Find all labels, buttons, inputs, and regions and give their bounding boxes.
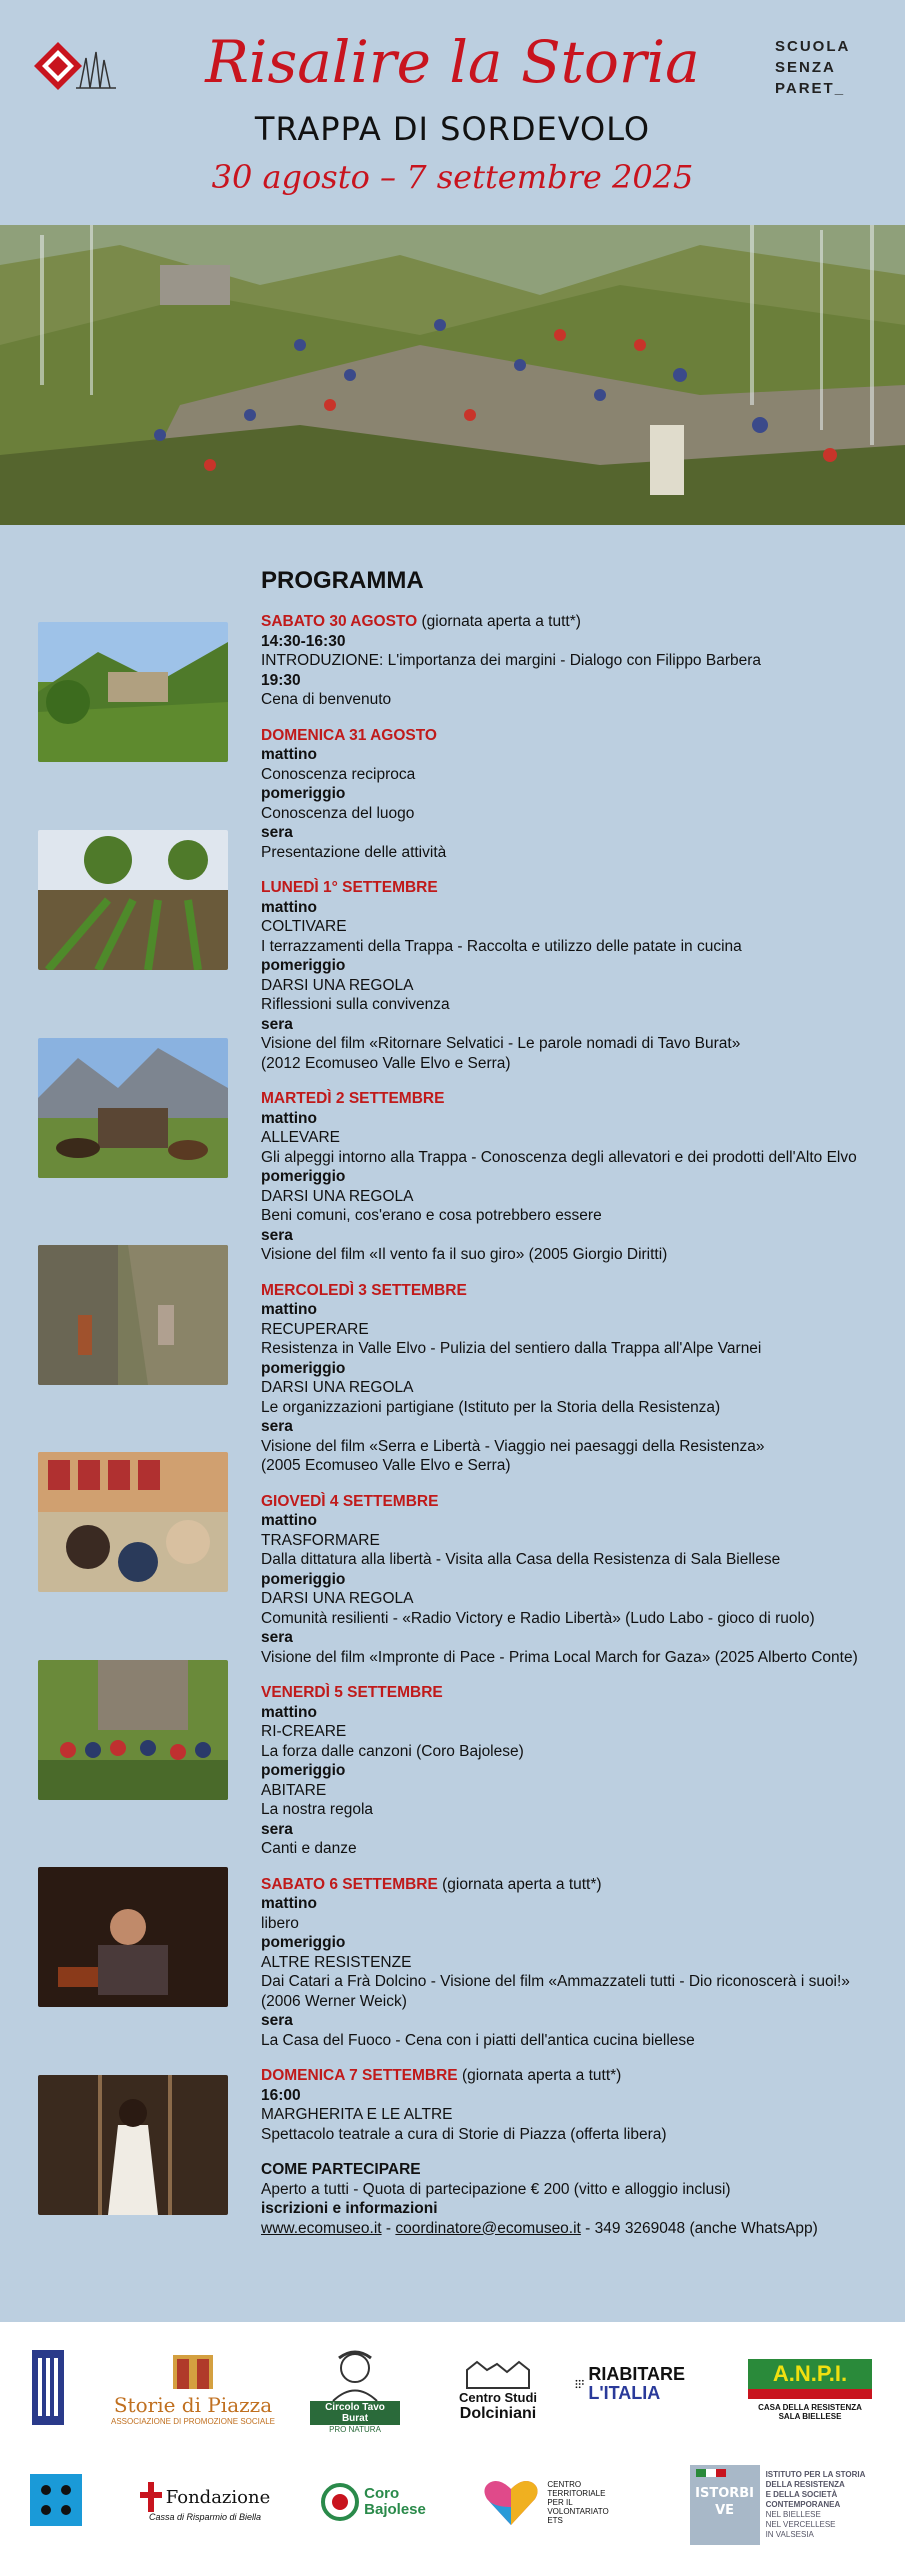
day-heading: LUNEDÌ 1° SETTEMBRE (261, 879, 438, 896)
time-label: sera (261, 824, 293, 841)
activity: DARSI UNA REGOLA (261, 1187, 414, 1205)
thumb-stone-path (38, 1245, 228, 1385)
time-label: pomeriggio (261, 957, 346, 974)
activity: COLTIVARE (261, 918, 347, 935)
day-heading: DOMENICA 31 AGOSTO (261, 726, 437, 744)
activity: Visione del film «Serra e Libertà - Viaggio nei paesaggi della Resistenza» (261, 1437, 765, 1455)
activity: Gli alpeggi intorno alla Trappa - Conoscenza degli allevatori e dei prodotti dell'Alto Elvo (261, 1148, 857, 1166)
storie-di-piazza-logo (108, 2344, 278, 2434)
anpi-flag-stripe (748, 2389, 872, 2399)
contact-line (261, 2219, 891, 2239)
flag-white (706, 2469, 716, 2477)
thumb-potato-field (38, 830, 228, 970)
time-label: mattino (261, 746, 317, 763)
csv-ets-logo (465, 2474, 625, 2530)
theatre-curtain-icon (163, 2353, 223, 2393)
activity: Visione del film «Ritornare Selvatici - Le parole nomadi di Tavo Burat» (261, 1035, 741, 1052)
istoreto-line: IN VALSESIA (765, 2530, 814, 2539)
day-mercoledi-3-settembre (261, 1281, 891, 1476)
activity: Cena di benvenuto (261, 691, 392, 708)
day-sabato-30-agosto (261, 612, 891, 710)
activity: ABITARE (261, 1781, 327, 1799)
activity: Conoscenza reciproca (261, 765, 416, 783)
day-giovedi-4-settembre (261, 1492, 891, 1668)
day-heading: MERCOLEDÌ 3 SETTEMBRE (261, 1281, 467, 1299)
dolciniani-name: Dolciniani (459, 2404, 537, 2422)
activity: RI-CREARE (261, 1723, 347, 1740)
istoreto-line: NEL VERCELLESE (765, 2520, 836, 2529)
istoreto-line: DELLA RESISTENZA (765, 2480, 845, 2489)
istorbive-letters: ISTORBIVE (695, 2486, 754, 2518)
day-heading: VENERDÌ 5 SETTEMBRE (261, 1684, 443, 1701)
logo-line: PARET_ (775, 80, 846, 97)
activity: Dalla dittatura alla libertà - Visita alla Casa della Resistenza di Sala Biellese (261, 1551, 781, 1568)
activity: (2005 Ecomuseo Valle Elvo e Serra) (261, 1457, 511, 1474)
activity: (2012 Ecomuseo Valle Elvo e Serra) (261, 1054, 511, 1072)
activity: Beni comuni, cos'erano e cosa potrebbero essere (261, 1207, 602, 1224)
participation-fee: Aperto a tutti - Quota di partecipazione € 200 (vitto e alloggio inclusi) (261, 2180, 731, 2198)
time-label: 19:30 (261, 671, 301, 689)
activity: RECUPERARE (261, 1320, 369, 1338)
website-link[interactable]: www.ecomuseo.it (261, 2219, 382, 2237)
csv-line: VOLONTARIATO (547, 2506, 609, 2516)
day-note: (giornata aperta a tutt*) (437, 1875, 602, 1893)
activity: Resistenza in Valle Elvo - Pulizia del sentiero dalla Trappa all'Alpe Varnei (261, 1340, 762, 1357)
activity: Comunità resilienti - «Radio Victory e Radio Libertà» (Ludo Labo - gioco di ruolo) (261, 1609, 815, 1627)
activity: La nostra regola (261, 1801, 374, 1818)
day-date: SABATO 30 AGOSTO (261, 613, 418, 630)
info-heading: iscrizioni e informazioni (261, 2200, 438, 2217)
time-label: sera (261, 1015, 293, 1033)
time-label: mattino (261, 898, 317, 916)
thumb-blacksmith (38, 1867, 228, 2007)
time-label: mattino (261, 1512, 317, 1529)
anpi-name: A.N.P.I. (748, 2359, 872, 2389)
day-note: (giornata aperta a tutt*) (457, 2067, 622, 2084)
riabitare-italia-logo (575, 2354, 685, 2414)
participation-info (261, 2160, 891, 2238)
time-label: sera (261, 1418, 293, 1435)
anpi-subtitle-2: SALA BIELLESE (778, 2412, 842, 2421)
time-label: sera (261, 1629, 293, 1646)
fondazione-name: Fondazione (165, 2486, 271, 2508)
activity: (2006 Werner Weick) (261, 1992, 407, 2010)
participate-heading: COME PARTECIPARE (261, 2161, 421, 2178)
activity: Presentazione delle attività (261, 843, 447, 861)
page-title: Risalire la Storia (205, 28, 700, 96)
day-heading (261, 2066, 891, 2086)
activity: Canti e danze (261, 1840, 357, 1857)
day-martedi-2-settembre (261, 1089, 891, 1265)
activity: ALLEVARE (261, 1129, 340, 1146)
activity: Spettacolo teatrale a cura di Storie di Piazza (offerta libera) (261, 2125, 667, 2143)
activity: DARSI UNA REGOLA (261, 1379, 414, 1396)
activity: Dai Catari a Frà Dolcino - Visione del film «Ammazzateli tutti - Dio riconoscerà i suoi!» (261, 1973, 850, 1990)
istoreto-line: NEL BIELLESE (765, 2510, 821, 2519)
time-label: pomeriggio (261, 785, 346, 802)
time-label: pomeriggio (261, 1934, 346, 1951)
activity: Visione del film «Il vento fa il suo giro» (2005 Giorgio Diritti) (261, 1246, 668, 1263)
bajolese-word: Bajolese (364, 2501, 426, 2518)
time-label: sera (261, 1820, 293, 1838)
coro-text (364, 2486, 426, 2518)
day-heading: MARTEDÌ 2 SETTEMBRE (261, 1090, 445, 1107)
day-note: (giornata aperta a tutt*) (417, 613, 581, 630)
page-subtitle: TRAPPA DI SORDEVOLO (254, 110, 651, 148)
program-list (261, 612, 891, 2238)
riabitare-word: RIABITARE (588, 2364, 685, 2384)
day-date: DOMENICA 7 SETTEMBRE (261, 2067, 458, 2084)
thumb-alpine-house (38, 622, 228, 762)
time-label: pomeriggio (261, 1359, 346, 1377)
day-venerdi-5-settembre (261, 1683, 891, 1859)
separator: - (381, 2219, 396, 2237)
activity: INTRODUZIONE: L'importanza dei margini - Dialogo con Filippo Barbera (261, 652, 762, 669)
logo-line: SCUOLA (775, 38, 851, 55)
flag-green (696, 2469, 706, 2477)
fondazione-crb-logo (130, 2472, 280, 2532)
thumb-group-photo (38, 1660, 228, 1800)
circolo-subtitle: PRO NATURA (329, 2424, 381, 2434)
csv-dots-logo (30, 2474, 82, 2526)
castle-sketch-icon (463, 2358, 533, 2390)
circle-emblem-icon (320, 2482, 360, 2522)
italia-word: L'ITALIA (588, 2383, 661, 2403)
csv-line: TERRITORIALE (547, 2488, 606, 2498)
activity: Riflessioni sulla convivenza (261, 996, 450, 1013)
coro-bajolese-logo (318, 2470, 428, 2534)
day-sabato-6-settembre (261, 1875, 891, 2051)
event-dates: 30 agosto – 7 settembre 2025 (211, 158, 694, 196)
time-label: sera (261, 2012, 293, 2029)
activity: La Casa del Fuoco - Cena con i piatti dell'antica cucina biellese (261, 2031, 695, 2049)
activity: libero (261, 1914, 299, 1932)
centro-studi-dolciniani-logo (448, 2350, 548, 2430)
scuola-senza-pareti-logo (775, 36, 865, 99)
time-label: mattino (261, 1109, 317, 1127)
activity: Visione del film «Impronte di Pace - Prima Local March for Gaza» (2025 Alberto Conte) (261, 1648, 858, 1666)
activity: La forza dalle canzoni (Coro Bajolese) (261, 1742, 524, 1760)
fondazione-row (140, 2482, 271, 2512)
logo-line: SENZA (775, 59, 836, 76)
riabitare-text (588, 2365, 685, 2403)
header (0, 0, 905, 225)
time-label: pomeriggio (261, 1570, 346, 1588)
activity: MARGHERITA E LE ALTRE (261, 2106, 453, 2123)
dots-grid-icon (575, 2368, 584, 2400)
sponsors-bar (0, 2322, 905, 2560)
day-heading (261, 612, 891, 632)
anpi-logo (745, 2350, 875, 2430)
phone-number: - 349 3269048 (anche WhatsApp) (580, 2219, 818, 2237)
day-heading: GIOVEDÌ 4 SETTEMBRE (261, 1492, 439, 1510)
csv-line: CENTRO (547, 2479, 582, 2489)
coro-word: Coro (364, 2485, 400, 2502)
portrait-sketch-icon (325, 2346, 385, 2401)
fondazione-subtitle: Cassa di Risparmio di Biella (148, 2512, 262, 2522)
istoreto-text (766, 2470, 866, 2540)
time-label: sera (261, 1226, 293, 1244)
storie-name: Storie di Piazza (113, 2392, 273, 2417)
storie-subtitle: ASSOCIAZIONE DI PROMOZIONE SOCIALE (110, 2416, 276, 2426)
thumb-theatre-performance (38, 2075, 228, 2215)
circolo-name: Circolo Tavo Burat (310, 2401, 400, 2425)
thumb-museum-visit (38, 1452, 228, 1592)
thumb-cattle-alpine (38, 1038, 228, 1178)
activity: DARSI UNA REGOLA (261, 1590, 414, 1607)
istorbive-mark (690, 2465, 760, 2545)
heart-icon (481, 2477, 541, 2527)
activity: Conoscenza del luogo (261, 804, 415, 822)
time-label: mattino (261, 1895, 317, 1912)
csv-line: ETS (547, 2515, 563, 2525)
activity: TRASFORMARE (261, 1531, 380, 1549)
day-lunedi-1-settembre (261, 878, 891, 1073)
hero-hikers-photo (0, 225, 905, 525)
activity: ALTRE RESISTENZE (261, 1953, 412, 1971)
time-label: mattino (261, 1301, 317, 1318)
time-label: mattino (261, 1703, 317, 1721)
time-label: pomeriggio (261, 1762, 346, 1779)
anpi-subtitle: CASA DELLA RESISTENZA (758, 2403, 862, 2412)
day-domenica-31-agosto (261, 726, 891, 863)
centro-studi-name: Centro Studi (459, 2389, 537, 2405)
time-label: 14:30-16:30 (261, 632, 346, 650)
time-label: 16:00 (261, 2086, 301, 2104)
day-heading (261, 1875, 891, 1895)
csv-text (547, 2480, 608, 2525)
flag-red (716, 2469, 726, 2477)
adt-logo (28, 2350, 68, 2425)
istoreto-line: CONTEMPORANEA (765, 2500, 841, 2509)
time-label: pomeriggio (261, 1168, 346, 1185)
day-date: SABATO 6 SETTEMBRE (261, 1875, 438, 1893)
istoreto-line: ISTITUTO PER LA STORIA (765, 2470, 866, 2479)
day-domenica-7-settembre (261, 2066, 891, 2144)
activity: I terrazzamenti della Trappa - Raccolta e utilizzo delle patate in cucina (261, 937, 742, 955)
activity: DARSI UNA REGOLA (261, 976, 414, 994)
activity: Le organizzazioni partigiane (Istituto per la Storia della Resistenza) (261, 1398, 721, 1416)
cross-icon (140, 2482, 162, 2512)
istoreto-line: E DELLA SOCIETÀ (765, 2490, 838, 2499)
istoreto-biella-logo (665, 2460, 890, 2550)
program-heading: PROGRAMMA (261, 567, 424, 594)
circolo-tavo-burat-logo (310, 2342, 400, 2437)
email-link[interactable]: coordinatore@ecomuseo.it (395, 2219, 581, 2237)
csv-line: PER IL (547, 2497, 573, 2507)
